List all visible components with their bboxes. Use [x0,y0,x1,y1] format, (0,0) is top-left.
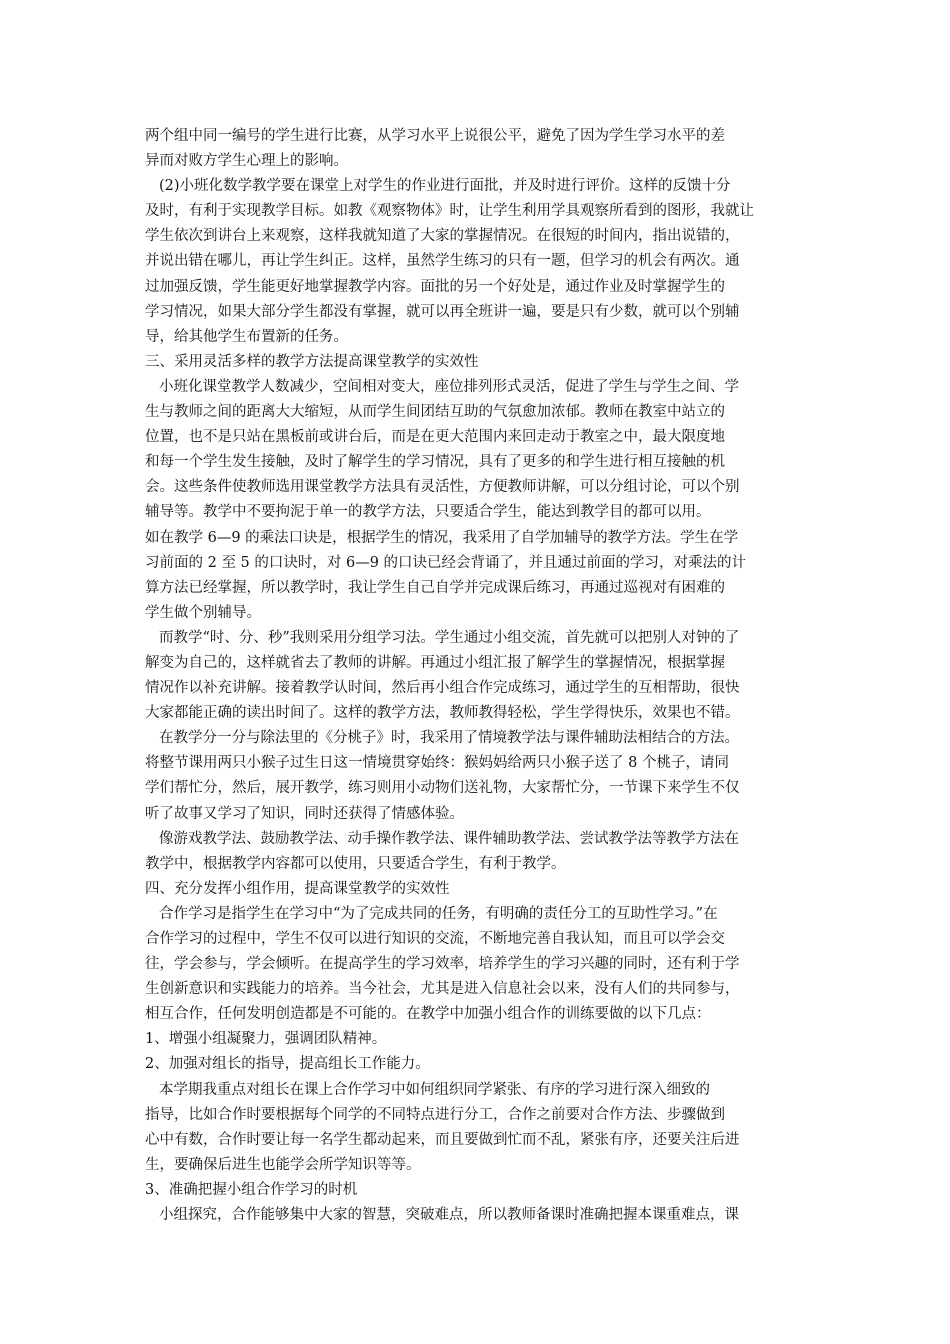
document-page [145,124,807,1228]
text-line: 1、增强小组凝聚力，强调团队精神。 [145,1031,387,1048]
text-line: 和每一个学生发生接触，及时了解学生的学习情况，具有了更多的和学生进行相互接触的机 [145,454,725,471]
text-line: 解变为自己的，这样就省去了教师的讲解。再通过小组汇报了解学生的掌握情况，根据掌握 [145,654,725,671]
text-line: 会。这些条件使教师选用课堂教学方法具有灵活性，方便教师讲解，可以分组讨论，可以个别 [145,479,740,496]
text-line: 四、充分发挥小组作用，提高课堂教学的实效性 [145,880,450,897]
text-line: 学习情况，如果大部分学生都没有掌握，就可以再全班讲一遍，要是只有少数，就可以个别辅 [145,303,740,320]
text-line: 学生依次到讲台上来观察，这样我就知道了大家的掌握情况。在很短的时间内，指出说错的， [145,228,740,245]
text-line: 导，给其他学生布置新的任务。 [145,328,348,345]
text-line: 辅导等。教学中不要拘泥于单一的教学方法，只要适合学生，能达到教学目的都可以用。 [145,504,711,521]
text-line: 大家都能正确的读出时间了。这样的教学方法，教师教得轻松，学生学得快乐，效果也不错。 [145,705,740,722]
text-line: 将整节课用两只小猴子过生日这一情境贯穿始终：猴妈妈给两只小猴子送了 8 个桃子，请同 [145,755,729,772]
text-line: 3、准确把握小组合作学习的时机 [145,1181,358,1198]
text-line: 生创新意识和实践能力的培养。当今社会，尤其是进入信息社会以来，没有人们的共同参与， [145,981,740,998]
text-line: 学生做个别辅导。 [145,604,261,621]
text-line: 相互合作，任何发明创造都是不可能的。在教学中加强小组合作的训练要做的以下几点： [145,1006,711,1023]
text-line: 小组探究，合作能够集中大家的智慧，突破难点，所以教师备课时准确把握本课重难点，课 [159,1207,739,1224]
text-line: 小班化课堂教学人数减少，空间相对变大，座位排列形式灵活，促进了学生与学生之间、学 [159,378,739,395]
text-line: 生，要确保后进生也能学会所学知识等等。 [145,1156,421,1173]
text-line: 异而对败方学生心理上的影响。 [145,153,348,170]
text-line: 学们帮忙分，然后，展开教学，练习则用小动物们送礼物，大家帮忙分，一节课下来学生不仅 [145,780,740,797]
text-line: 情况作以补充讲解。接着教学认时间，然后再小组合作完成练习，通过学生的互相帮助，很快 [145,680,740,697]
text-line: 合作学习是指学生在学习中“为了完成共同的任务，有明确的责任分工的互助性学习。”在 [159,905,718,922]
text-line: 并说出错在哪儿，再让学生纠正。这样，虽然学生练习的只有一题，但学习的机会有两次。通 [145,253,740,270]
text-line: 算方法已经掌握，所以教学时，我让学生自己自学并完成课后练习，再通过巡视对有困难的 [145,579,725,596]
text-line: 三、采用灵活多样的教学方法提高课堂教学的实效性 [145,353,479,370]
text-line: 如在教学 6—9 的乘法口诀是，根据学生的情况，我采用了自学加辅导的教学方法。学生在学 [145,529,739,546]
text-line: 过加强反馈，学生能更好地掌握教学内容。面批的另一个好处是，通过作业及时掌握学生的 [145,278,725,295]
text-line: 2、加强对组长的指导，提高组长工作能力。 [145,1056,430,1073]
text-line: 生与教师之间的距离大大缩短，从而学生间团结互助的气氛愈加浓郁。教师在教室中站立的 [145,404,725,421]
text-line: 合作学习的过程中，学生不仅可以进行知识的交流，不断地完善自我认知，而且可以学会交 [145,931,725,947]
text-line: 而教学“时、分、秒”我则采用分组学习法。学生通过小组交流，首先就可以把别人对钟的了 [159,629,740,646]
text-line: 习前面的 2 至 5 的口诀时，对 6—9 的口诀已经会背诵了，并且通过前面的学习，对乘法的计 [145,554,747,571]
text-line: 往，学会参与，学会倾听。在提高学生的学习效率，培养学生的学习兴趣的同时，还有利于学 [145,956,740,973]
text-line: 本学期我重点对组长在课上合作学习中如何组织同学紧张、有序的学习进行深入细致的 [159,1081,710,1098]
text-line: 指导，比如合作时要根据每个同学的不同特点进行分工，合作之前要对合作方法、步骤做到 [145,1106,725,1123]
text-line: 及时，有利于实现教学目标。如教《观察物体》时，让学生利用学具观察所看到的图形，我就让 [145,203,754,220]
text-line: 听了故事又学习了知识，同时还获得了情感体验。 [145,805,464,822]
text-line: 像游戏教学法、鼓励教学法、动手操作教学法、课件辅助教学法、尝试教学法等教学方法在 [159,830,739,847]
text-line: 教学中，根据教学内容都可以使用，只要适合学生，有利于教学。 [145,855,566,872]
text-line: (2)小班化数学教学要在课堂上对学生的作业进行面批，并及时进行评价。这样的反馈十分 [159,178,731,195]
text-line: 在教学分一分与除法里的《分桃子》时，我采用了情境教学法与课件辅助法相结合的方法。 [159,730,739,747]
text-line: 两个组中同一编号的学生进行比赛，从学习水平上说很公平，避免了因为学生学习水平的差 [145,128,725,144]
text-line: 位置，也不是只站在黑板前或讲台后，而是在更大范围内来回走动于教室之中，最大限度地 [145,429,725,446]
text-line: 心中有数，合作时要让每一名学生都动起来，而且要做到忙而不乱，紧张有序，还要关注后进 [145,1131,740,1148]
